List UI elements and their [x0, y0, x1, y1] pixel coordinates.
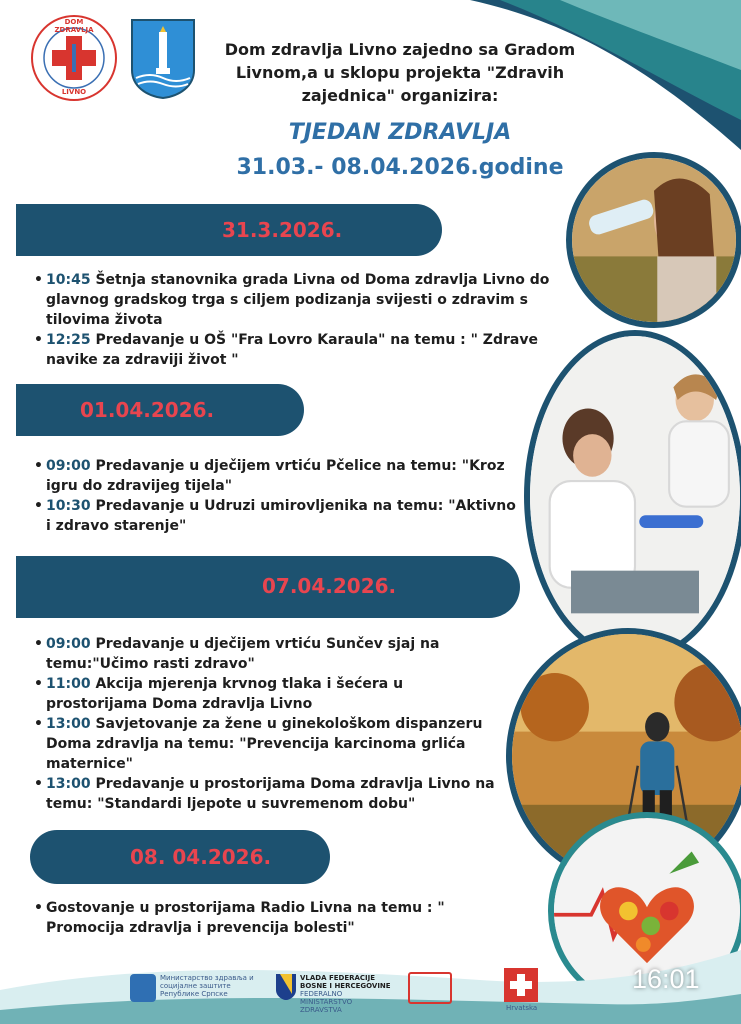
event-title: TJEDAN ZDRAVLJA [288, 120, 512, 145]
item-time: 11:00 [46, 676, 91, 692]
item-time: 10:45 [46, 272, 91, 288]
item-text: Savjetovanje za žene u ginekološkom dispanzeru Doma zdravlja na temu: "Prevencija karcinoma grlića maternice" [46, 716, 483, 772]
health-institute-logo [408, 972, 452, 1004]
schedule-item [34, 634, 504, 674]
day-date-01-04: 01.04.2026. [80, 398, 215, 422]
vlada-line-1: VLADA FEDERACIJE [300, 974, 376, 982]
item-time: 09:00 [46, 458, 91, 474]
vlada-fbih-logo [276, 974, 296, 1000]
item-time: 09:00 [46, 636, 91, 652]
red-cross-logo [504, 968, 538, 1002]
day-schedule-01-04 [34, 456, 524, 536]
day-date-07-04: 07.04.2026. [262, 574, 397, 598]
logo-dz-top-text: DOM ZDRAVLJA [54, 18, 94, 34]
schedule-item [34, 456, 524, 496]
status-clock: 16:01 [632, 964, 700, 994]
item-text: Predavanje u dječijem vrtiću Pčelice na temu: "Kroz igru do zdravijeg tijela" [46, 458, 505, 494]
vlada-line-3: FEDERALNO MINISTARSTVO ZDRAVSTVA [300, 990, 353, 1014]
day-schedule-07-04 [34, 634, 504, 814]
schedule-item [34, 774, 504, 814]
item-time: 10:30 [46, 498, 91, 514]
item-time: 12:25 [46, 332, 91, 348]
item-text: Predavanje u Udruzi umirovljenika na temu: "Aktivno i zdravo starenje" [46, 498, 516, 534]
schedule-item [34, 714, 504, 774]
woman-drinking-water-photo [566, 152, 741, 328]
schedule-item [34, 496, 524, 536]
item-text: Predavanje u OŠ "Fra Lovro Karaula" na temu : " Zdrave navike za zdraviji život " [46, 332, 538, 368]
event-dates: 31.03.- 08.04.2026.godine [236, 155, 564, 180]
day-date-31-03: 31.3.2026. [222, 218, 343, 242]
ministry-rs-logo [130, 974, 156, 1002]
ministry-rs-text: Министарство здравља и социјалне заштите Републике Српске [160, 974, 254, 998]
day-date-08-04: 08. 04.2026. [130, 845, 272, 869]
day-schedule-31-03 [34, 270, 554, 370]
red-cross-caption: Hrvatska [506, 1004, 538, 1012]
schedule-item [34, 270, 554, 330]
intro-text: Dom zdravlja Livno zajedno sa Gradom Livnom,a u sklopu projekta "Zdravih zajednica" organizira: [224, 40, 576, 105]
item-time: 13:00 [46, 776, 91, 792]
schedule-item [34, 674, 504, 714]
blood-pressure-measurement-photo [524, 330, 741, 662]
item-text: Predavanje u prostorijama Doma zdravlja Livno na temu: "Standardi ljepote u suvremenom dobu" [46, 776, 495, 812]
logo-dz-bottom-text: LIVNO [61, 88, 87, 96]
vlada-line-2: BOSNE I HERCEGOVINE [300, 982, 391, 990]
item-time: 13:00 [46, 716, 91, 732]
item-text: Gostovanje u prostorijama Radio Livna na temu : " Promocija zdravlja i prevencija bolesti" [46, 900, 445, 936]
item-text: Akcija mjerenja krvnog tlaka i šećera u prostorijama Doma zdravlja Livno [46, 676, 404, 712]
item-text: Šetnja stanovnika grada Livna od Doma zdravlja Livno do glavnog gradskog trga s ciljem podizanja svijesti o zdravim s tilovima života [46, 272, 550, 328]
schedule-item [34, 330, 554, 370]
item-text: Predavanje u dječijem vrtiću Sunčev sjaj na temu:"Učimo rasti zdravo" [46, 636, 440, 672]
grad-livno-coat-of-arms [130, 18, 196, 100]
